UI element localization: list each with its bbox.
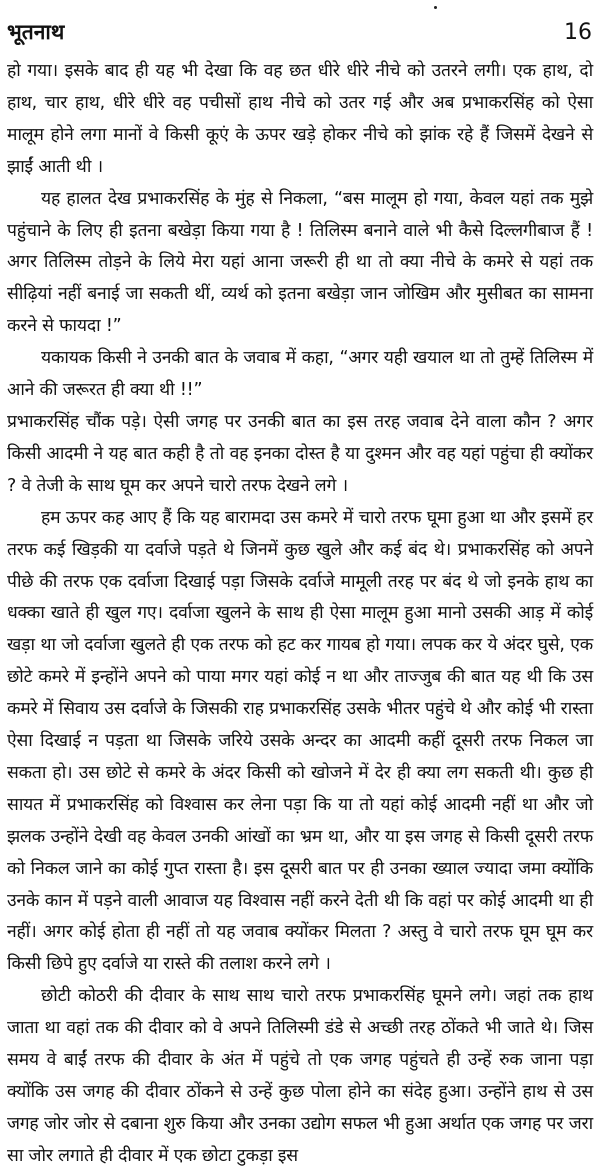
paragraph-continuation: हो गया। इसके बाद ही यह भी देखा कि वह छत धीरे धीरे नीचे को उतरने लगी। एक हाथ, दो हाथ, चार हाथ, धीरे धीरे वह पचीसों हाथ नीचे को उतर गई और अब प्रभाकरसिंह को ऐसा मालूम होने लगा मानों वे किसी कूएं के ऊपर खड़े होकर नीचे को झांक रहे हैं जिसमें देखने से झाईं आती थी । bbox=[7, 61, 593, 177]
body-text bbox=[7, 56, 593, 1173]
paragraph: प्रभाकरसिंह चौंक पड़े। ऐसी जगह पर उनकी बात का इस तरह जवाब देने वाला कौन ? अगर किसी आदमी ने यह बात कही है तो वह इनका दोस्त है या दुश्मन और वह यहां पहुंचा ही क्योंकर ? वे तेजी के साथ घूम कर अपने चारो तरफ देखने लगे । bbox=[7, 411, 593, 496]
paragraph: हम ऊपर कह आए हैं कि यह बारामदा उस कमरे में चारो तरफ घूमा हुआ था और इसमें हर तरफ कई खिड़की या दर्वाजे पड़ते थे जिनमें कुछ खुले और कई बंद थे। प्रभाकरसिंह को अपने पीछे की तरफ एक दर्वाजा दिखाई पड़ा जिसके दर्वाजे मामूली तरह पर बंद थे जो इनके हाथ का धक्का खाते ही खुल गए। दर्वाजा खुलने के साथ ही ऐसा मालूम हुआ मानो उसकी आड़ में कोई खड़ा था जो दर्वाजा खुलते ही एक तरफ को हट कर गायब हो गया। लपक कर ये अंदर घुसे, एक छोटे कमरे में इन्होंने अपने को पाया मगर यहां कोई न था और ताज्जुब की बात यह थी कि उस कमरे में सिवाय उस दर्वाजे के जिसकी राह प्रभाकरसिंह उसके भीतर पहुंचे थे और कोई भी रास्ता ऐसा दिखाई न पड़ता था जिसके जरिये उसके अन्दर का आदमी कहीं दूसरी तरफ निकल जा सकता हो। उस छोटे से कमरे के अंदर किसी को खोजने में देर ही क्या लग सकती थी। कुछ ही सायत में प्रभाकरसिंह को विश्वास कर लेना पड़ा कि या तो यहां कोई आदमी नहीं था और जो झलक उन्होंने देखी वह केवल उनकी आंखों का भ्रम था, और या इस जगह से किसी दूसरी तरफ को निकल जाने का कोई गुप्त रास्ता है। इस दूसरी बात पर ही उनका ख्याल ज्यादा जमा क्योंकि उनके कान में पड़ने वाली आवाज यह विश्वास नहीं करने देती थी कि वहां पर कोई आदमी था ही नहीं। अगर कोई होता ही नहीं तो यह जवाब क्योंकर मिलता ? अस्तु वे चारो तरफ घूम घूम कर किसी छिपे हुए दर्वाजे या रास्ते की तलाश करने लगे । bbox=[7, 507, 593, 975]
page-header bbox=[7, 14, 592, 50]
page-number: 16 bbox=[564, 19, 592, 45]
running-title: भूतनाथ bbox=[7, 20, 65, 44]
paragraph: यह हालत देख प्रभाकरसिंह के मुंह से निकला, “बस मालूम हो गया, केवल यहां तक मुझे पहुंचाने के लिए ही इतना बखेड़ा किया गया है ! तिलिस्म बनाने वाले भी कैसे दिल्लगीबाज हैं ! अगर तिलिस्म तोड़ने के लिये मेरा यहां आना जरूरी ही था तो क्या नीचे के कमरे से यहां तक सीढ़ियां नहीं बनाई जा सकती थीं, व्यर्थ को इतना बखेड़ा जान जोखिम और मुसीबत का सामना करने से फायदा !” bbox=[7, 188, 593, 337]
paragraph: यकायक किसी ने उनकी बात के जवाब में कहा, “अगर यही खयाल था तो तुम्हें तिलिस्म में आने की जरूरत ही क्या थी !!” bbox=[7, 348, 593, 401]
print-speck bbox=[434, 6, 437, 9]
paragraph: छोटी कोठरी की दीवार के साथ साथ चारो तरफ प्रभाकरसिंह घूमने लगे। जहां तक हाथ जाता था वहां तक की दीवार को वे अपने तिलिस्मी डंडे से अच्छी तरह ठोंकते भी जाते थे। जिस समय वे बाईं तरफ की दीवार के अंत में पहुंचे तो एक जगह पहुंचते ही उन्हें रुक जाना पड़ा क्योंकि उस जगह की दीवार ठोंकने से उन्हें कुछ पोला होने का संदेह हुआ। उन्होंने हाथ से उस जगह जोर जोर से दबाना शुरु किया और उनका उद्योग सफल भी हुआ अर्थात एक जगह पर जरा सा जोर लगाते ही दीवार में एक छोटा टुकड़ा इस bbox=[7, 986, 593, 1166]
